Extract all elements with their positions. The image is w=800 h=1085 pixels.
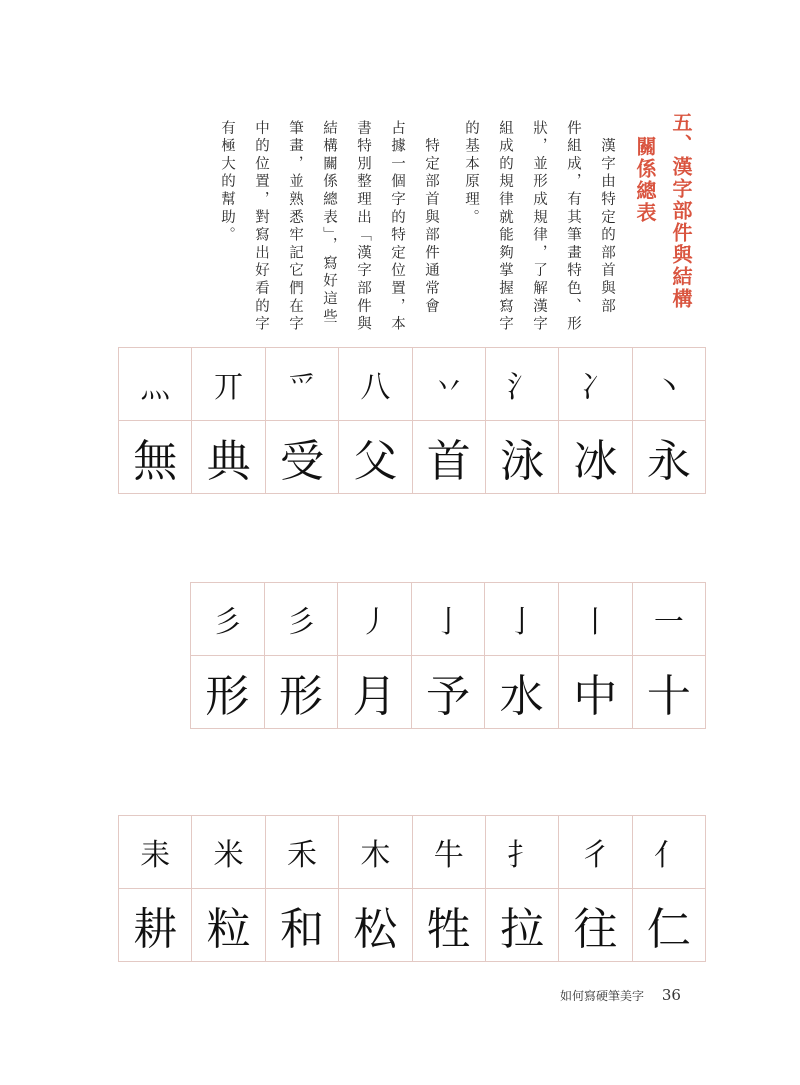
component-cell: 灬 (119, 348, 192, 421)
character-cell: 受 (266, 421, 339, 494)
character-cell: 往 (559, 889, 632, 962)
component-cell: 丶 (633, 348, 706, 421)
character-cell: 拉 (486, 889, 559, 962)
component-cell: 八 (339, 348, 412, 421)
component-cell: 亅 (485, 583, 559, 656)
component-cell: 彳 (559, 816, 632, 889)
component-cell: 丌 (192, 348, 265, 421)
component-cell: 丿 (338, 583, 412, 656)
character-cell: 粒 (192, 889, 265, 962)
component-cell: 耒 (119, 816, 192, 889)
character-cell: 中 (559, 656, 633, 729)
component-cell: 扌 (486, 816, 559, 889)
character-cell: 十 (633, 656, 707, 729)
page-number: 36 (661, 986, 681, 1004)
body-text-column: 書特別整理出「漢字部件與 (355, 120, 371, 334)
body-text-column: 的基本原理。 (463, 120, 479, 227)
body-text-column: 件組成，有其筆畫特色、形 (565, 120, 581, 334)
character-cell: 牲 (413, 889, 486, 962)
body-text-column: 中的位置，對寫出好看的字 (253, 120, 269, 334)
body-text-column: 結構關係總表」，寫好這些 (321, 120, 337, 327)
component-table-3 (118, 815, 706, 962)
book-title: 如何寫硬筆美字 (560, 989, 645, 1003)
character-cell: 予 (412, 656, 486, 729)
character-cell: 典 (192, 421, 265, 494)
body-text-column: 筆畫，並熟悉牢記它們在字 (287, 120, 303, 334)
body-text-column: 有極大的幫助。 (219, 120, 235, 245)
character-cell: 和 (266, 889, 339, 962)
character-cell: 泳 (486, 421, 559, 494)
section-title-line2: 關係總表 (633, 136, 657, 224)
character-cell: 水 (485, 656, 559, 729)
character-cell: 松 (339, 889, 412, 962)
character-cell: 耕 (119, 889, 192, 962)
component-cell: 爫 (266, 348, 339, 421)
component-cell: 氵 (486, 348, 559, 421)
character-cell: 首 (413, 421, 486, 494)
character-cell: 永 (633, 421, 706, 494)
body-text-column: 特定部首與部件通常會 (423, 120, 439, 316)
component-cell: 亅 (412, 583, 486, 656)
component-cell: 木 (339, 816, 412, 889)
component-cell: 丷 (413, 348, 486, 421)
body-text-column: 占據一個字的特定位置，本 (389, 120, 405, 334)
component-cell: 牛 (413, 816, 486, 889)
page-footer (560, 986, 681, 1004)
character-cell: 無 (119, 421, 192, 494)
character-cell: 父 (339, 421, 412, 494)
component-cell: 亻 (633, 816, 706, 889)
component-cell: 禾 (266, 816, 339, 889)
component-cell: 丨 (559, 583, 633, 656)
character-cell: 形 (191, 656, 265, 729)
character-cell: 月 (338, 656, 412, 729)
body-text-column: 組成的規律就能夠掌握寫字 (497, 120, 513, 334)
character-cell: 形 (265, 656, 339, 729)
body-text-column: 狀，並形成規律，了解漢字 (531, 120, 547, 334)
component-cell: 冫 (559, 348, 632, 421)
section-title-line1: 五、漢字部件與結構 (669, 112, 693, 310)
component-cell: 彡 (265, 583, 339, 656)
component-table-1 (118, 347, 706, 494)
character-cell: 仁 (633, 889, 706, 962)
character-cell: 冰 (559, 421, 632, 494)
body-text-column: 漢字由特定的部首與部 (599, 120, 615, 316)
component-cell: 一 (633, 583, 707, 656)
component-cell: 米 (192, 816, 265, 889)
component-table-2 (190, 582, 706, 729)
component-cell: 彡 (191, 583, 265, 656)
